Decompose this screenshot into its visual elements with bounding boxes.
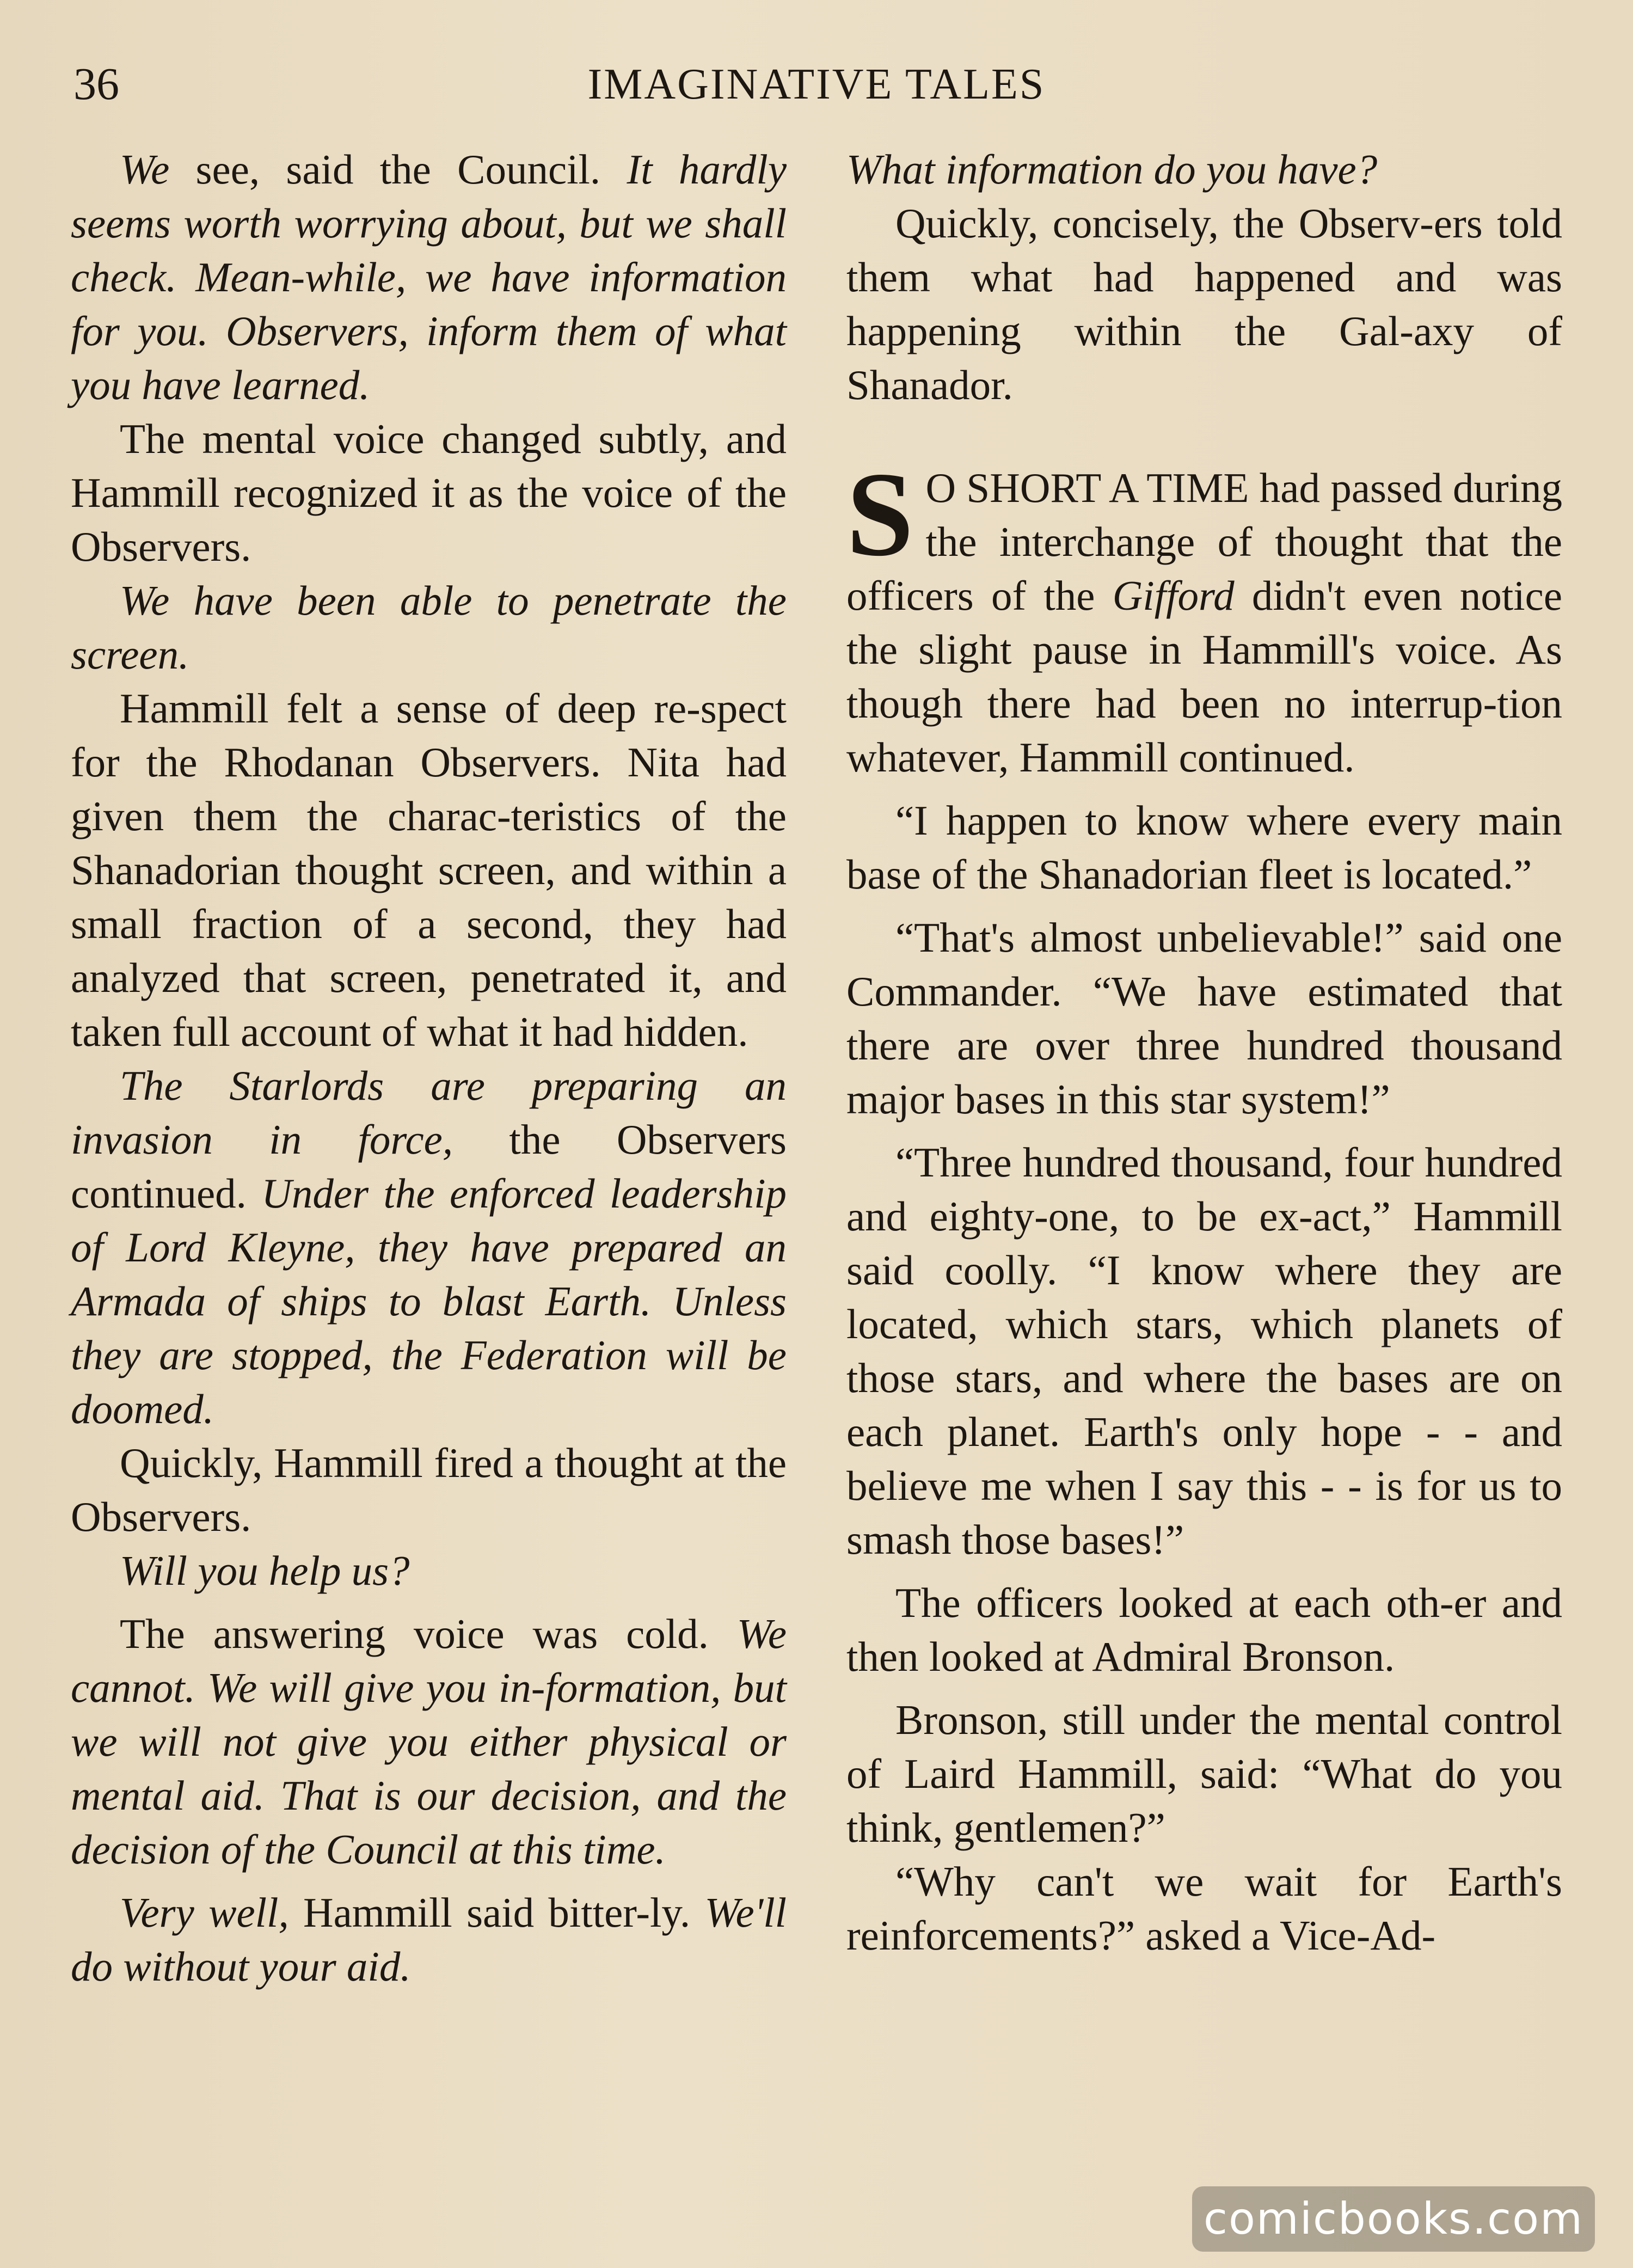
paragraph: “I happen to know where every main base of the Shanadorian fleet is located.” xyxy=(846,797,1562,898)
paragraph: “That's almost unbelievable!” said one Commander. “We have estimated that there are over three hundred thousand major bases in this star system!” xyxy=(846,914,1562,1123)
paragraph: Bronson, still under the mental control of Laird Hammill, said: “What do you think, gentlemen?” xyxy=(846,1696,1562,1851)
paragraph: Hammill felt a sense of deep re-spect for the Rhodanan Observers. Nita had given them the charac-teristics of the Shanadorian thought screen, and within a small fraction of a second, they had analyzed that screen, penetrated it, and taken full account of what it had hidden. xyxy=(71,685,787,1055)
paragraph: We see, said the Council. It hardly seems worth worrying about, but we shall check. Mean-while, we have information for you. Observers, inform them of what you have learned. xyxy=(71,146,787,408)
section-opening-paragraph: SO SHORT A TIME had passed during the interchange of thought that the officers of the Gifford didn't even notice the slight pause in Hammill's voice. As though there had been no interrup-tion whatever, Hammill continued. xyxy=(846,448,1562,781)
paragraph: “Three hundred thousand, four hundred and eighty-one, to be ex-act,” Hammill said coolly. “I know where they are located, which stars, which planets of those stars, and where the bases are on each planet. Earth's only hope - - and believe me when I say this - - is for us to smash those bases!” xyxy=(846,1139,1562,1563)
paragraph: Very well, Hammill said bitter-ly. We'll do without your aid. xyxy=(71,1889,787,1990)
paragraph: Quickly, Hammill fired a thought at the Observers. xyxy=(71,1439,787,1540)
paragraph: The Starlords are preparing an invasion in force, the Observers continued. Under the enforced leadership of Lord Kleyne, they have prepared an Armada of ships to blast Earth. Unless they are stopped, the Federation will be doomed. xyxy=(71,1062,787,1432)
paragraph: The officers looked at each oth-er and then looked at Admiral Bronson. xyxy=(846,1579,1562,1680)
paragraph: Quickly, concisely, the Observ-ers told them what had happened and was happening within the Gal-axy of Shanador. xyxy=(846,200,1562,408)
paragraph: Will you help us? xyxy=(120,1547,410,1594)
paragraph: The mental voice changed subtly, and Hammill recognized it as the voice of the Observers. xyxy=(71,415,787,570)
paragraph: We have been able to penetrate the screen. xyxy=(71,577,787,678)
page-number: 36 xyxy=(73,59,119,109)
paragraph: “Why can't we wait for Earth's reinforcements?” asked a Vice-Ad- xyxy=(846,1858,1562,1959)
paragraph: The answering voice was cold. We cannot. We will give you in-formation, but we will not give you either physical or mental aid. That is our decision, and the decision of the Council at this time. xyxy=(71,1610,787,1873)
page-header xyxy=(73,52,1560,117)
paragraph: What information do you have? xyxy=(846,146,1378,193)
left-column xyxy=(71,143,787,2211)
right-column xyxy=(846,143,1562,2211)
running-title: IMAGINATIVE TALES xyxy=(587,60,1046,108)
watermark: comicbooks.com xyxy=(1192,2186,1595,2252)
